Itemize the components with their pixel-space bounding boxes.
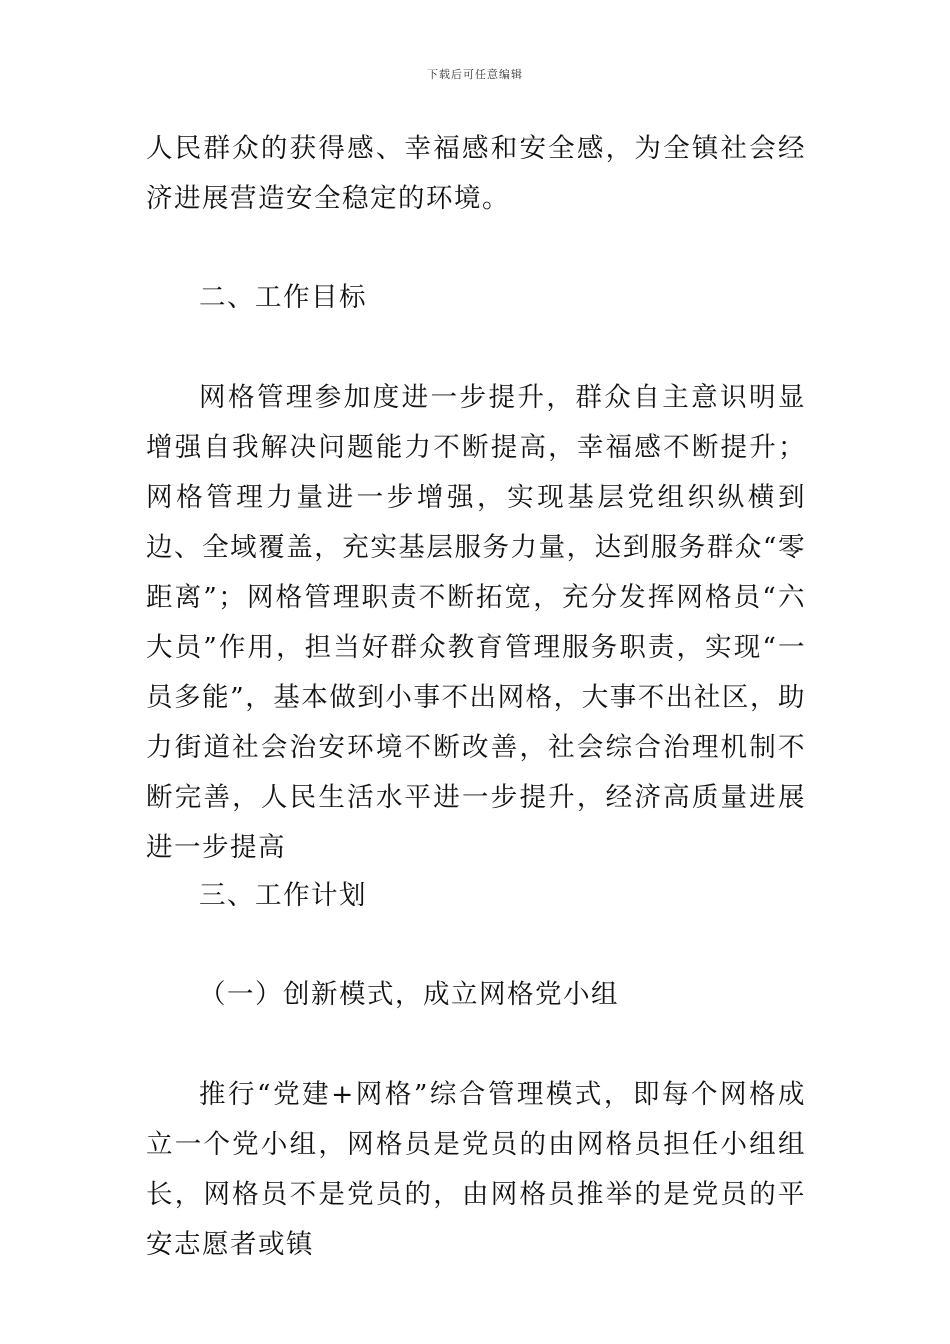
subheading-innovation-mode: （一）创新模式，成立网格党小组: [199, 979, 619, 1010]
heading-work-goals: 二、工作目标: [199, 282, 367, 313]
heading-work-plan: 三、工作计划: [199, 880, 367, 911]
paragraph-plan-body: 推行“党建+网格”综合管理模式，即每个网格成立一个党小组，网格员是党员的由网格员担任小组组长，网格员不是党员的，由网格员推举的是党员的平安志愿者或镇: [146, 1079, 806, 1260]
paragraph-intro-continuation: 人民群众的获得感、幸福感和安全感，为全镇社会经济进展营造安全稳定的环境。: [146, 133, 806, 214]
page-header-note: 下载后可任意编辑: [427, 68, 523, 81]
paragraph-goals-body: 网格管理参加度进一步提升，群众自主意识明显增强自我解决问题能力不断提高，幸福感不断提升；网格管理力量进一步增强，实现基层党组织纵横到边、全域覆盖，充实基层服务力量，达到服务群众“零距离”；网格管理职责不断拓宽，充分发挥网格员“六大员”作用，担当好群众教育管理服务职责，实现“一员多能”，基本做到小事不出网格，大事不出社区，助力街道社会治安环境不断改善，社会综合治理机制不断完善，人民生活水平进一步提升，经济高质量进展进一步提高: [146, 382, 806, 863]
